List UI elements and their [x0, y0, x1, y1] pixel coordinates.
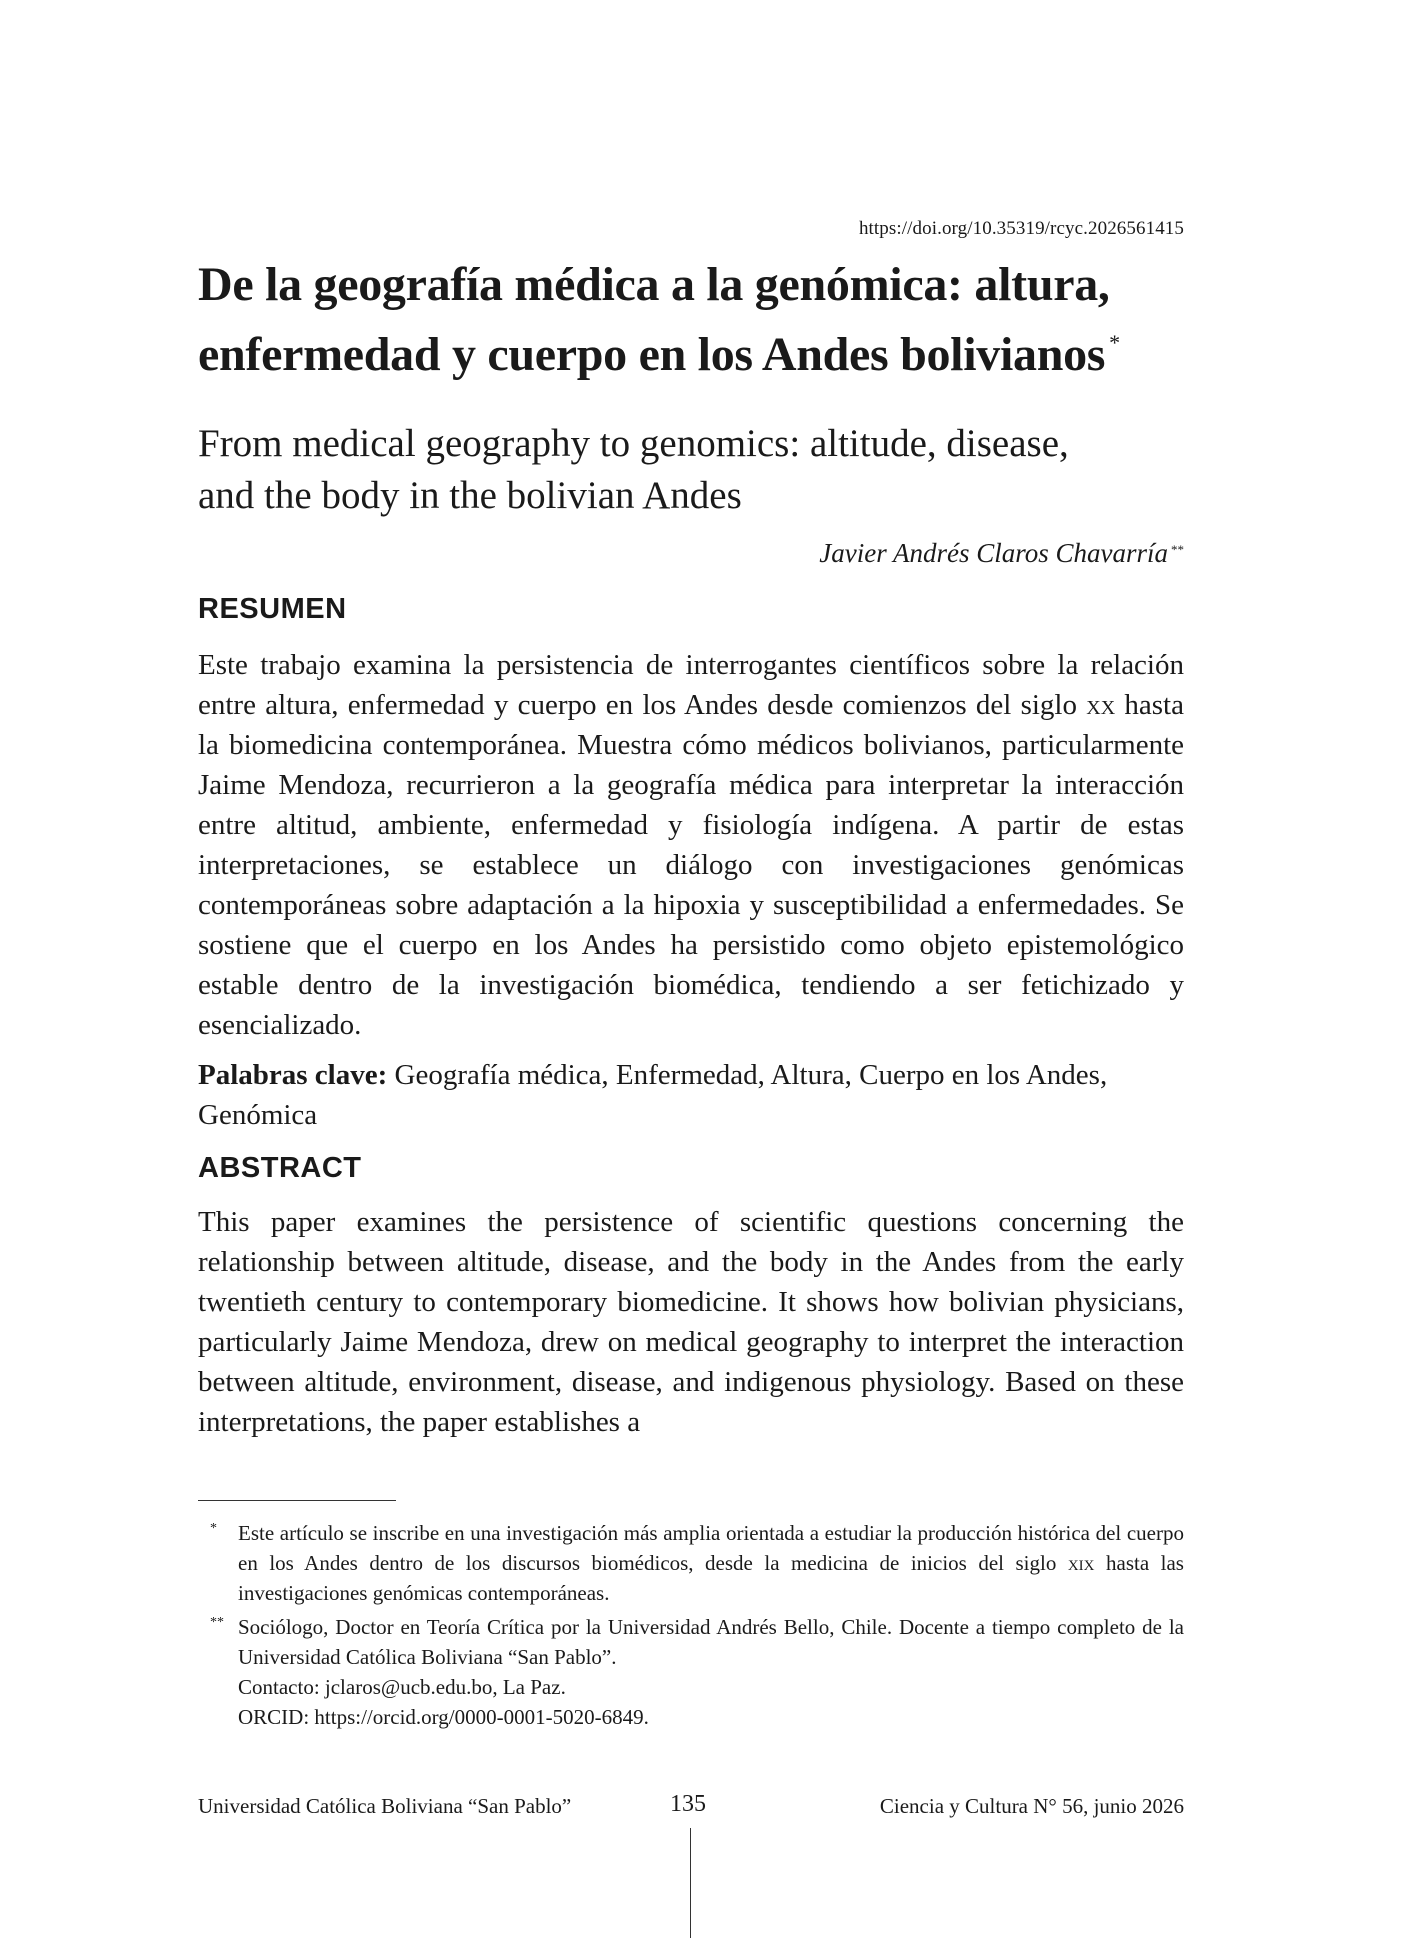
footnote-2-mark: **	[210, 1615, 224, 1630]
resumen-century: xx	[1086, 689, 1116, 721]
resumen-text-part-1: Este trabajo examina la persistencia de interrogantes científicos sobre la relación entre altura, enfermedad y cuerpo en los Andes desde comienzos del siglo	[198, 649, 1184, 721]
title-line-2: enfermedad y cuerpo en los Andes bolivianos	[198, 328, 1106, 381]
abstract-heading: ABSTRACT	[198, 1152, 362, 1184]
footnote-1	[198, 1518, 1184, 1608]
article-title	[198, 256, 1184, 384]
author-name-text: Javier Andrés Claros Chavarría	[819, 538, 1168, 568]
title-line-1: De la geografía médica a la genómica: altura,	[198, 258, 1110, 311]
footnote-2	[198, 1612, 1184, 1732]
page-number: 135	[670, 1791, 706, 1817]
article-subtitle	[198, 418, 1184, 522]
subtitle-line-1: From medical geography to genomics: altitude, disease,	[198, 422, 1069, 465]
resumen-text-part-2: hasta la biomedicina contemporánea. Muestra cómo médicos bolivianos, particularmente Jaime Mendoza, recurrieron a la geografía médica para interpretar la interacción entre altitud, ambiente, enfermedad y fisiología indígena. A partir de estas interpretaciones, se establece un diálogo con investigaciones genómicas contemporáneas sobre adaptación a la hipoxia y susceptibilidad a enfermedades. Se sostiene que el cuerpo en los Andes ha persistido como objeto epistemológico estable dentro de la investigación biomédica, tendiendo a ser fetichizado y esencializado.	[198, 689, 1184, 1041]
footnote-1-century: xix	[1067, 1551, 1095, 1575]
keywords	[198, 1055, 1184, 1135]
subtitle-line-2: and the body in the bolivian Andes	[198, 474, 742, 517]
abstract-text: This paper examines the persistence of scientific questions concerning the relationship between altitude, disease, and the body in the Andes from the early twentieth century to contemporary biomedicine. It shows how bolivian physicians, particularly Jaime Mendoza, drew on medical geography to interpret the interaction between altitude, environment, disease, and indigenous physiology. Based on these interpretations, the paper establishes a	[198, 1206, 1184, 1438]
doi-link[interactable]: https://doi.org/10.35319/rcyc.2026561415	[858, 218, 1184, 239]
author-name	[819, 538, 1184, 569]
author-footnote-mark[interactable]: **	[1171, 542, 1184, 557]
footnote-divider	[198, 1500, 396, 1501]
footnote-1-text-part-1: Este artículo se inscribe en una investigación más amplia orientada a estudiar la producción histórica del cuerpo en los Andes dentro de los discursos biomédicos, desde la medicina de inicios del siglo	[238, 1521, 1184, 1575]
resumen-heading: RESUMEN	[198, 593, 347, 625]
footnote-1-text-part-2: hasta las investigaciones genómicas contemporáneas.	[238, 1551, 1184, 1605]
title-footnote-mark[interactable]: *	[1109, 330, 1120, 355]
keywords-text: Geografía médica, Enfermedad, Altura, Cuerpo en los Andes, Genómica	[198, 1059, 1108, 1131]
footnote-2-orcid[interactable]: ORCID: https://orcid.org/0000-0001-5020-6849.	[238, 1705, 649, 1729]
footnote-1-mark: *	[210, 1521, 217, 1536]
footnote-2-contact[interactable]: Contacto: jclaros@ucb.edu.bo, La Paz.	[238, 1675, 566, 1699]
resumen-text	[198, 645, 1184, 1045]
footnote-2-affiliation: Sociólogo, Doctor en Teoría Crítica por la Universidad Andrés Bello, Chile. Docente a tiempo completo de la Universidad Católica Boliviana “San Pablo”.	[238, 1615, 1184, 1669]
footer-vertical-rule	[690, 1828, 691, 1938]
footer-institution: Universidad Católica Boliviana “San Pablo”	[198, 1794, 572, 1818]
keywords-label: Palabras clave:	[198, 1059, 388, 1091]
footer-journal: Ciencia y Cultura N° 56, junio 2026	[879, 1794, 1184, 1818]
